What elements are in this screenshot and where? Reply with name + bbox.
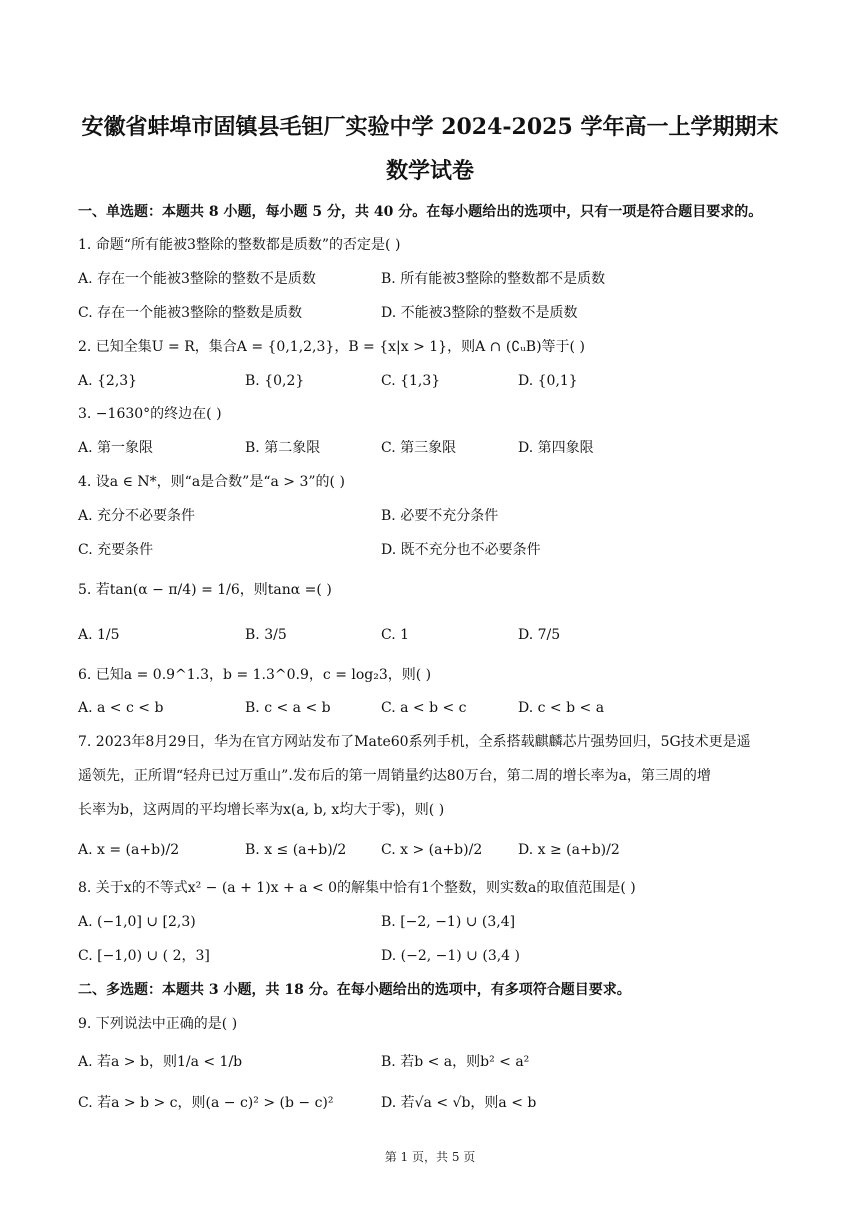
question-3-option-d: D. 第四象限: [518, 440, 594, 456]
question-2-option-a: A. {2,3}: [78, 373, 138, 389]
question-7-stem-line2: 遥领先，正所谓“轻舟已过万重山”.发布后的第一周销量约达80万台，第二周的增长率为a，第三周的增: [78, 768, 711, 784]
question-8-option-a: A. (−1,0] ∪ [2,3): [78, 914, 196, 930]
question-8-option-d: D. (−2, −1) ∪ (3,4 ): [381, 948, 520, 964]
question-4-option-d: D. 既不充分也不必要条件: [381, 542, 541, 558]
question-1-option-c: C. 存在一个能被3整除的整数是质数: [78, 305, 303, 321]
question-6-option-c: C. a < b < c: [381, 700, 467, 716]
question-3-stem: 3. −1630°的终边在( ): [78, 406, 222, 422]
question-1-stem: 1. 命题“所有能被3整除的整数都是质数”的否定是( ): [78, 237, 401, 253]
question-8-option-b: B. [−2, −1) ∪ (3,4]: [381, 914, 516, 930]
question-8-option-c: C. [−1,0) ∪ ( 2，3]: [78, 948, 210, 964]
question-6-stem: 6. 已知a = 0.9^1.3，b = 1.3^0.9，c = log₂3，则( ): [78, 667, 432, 683]
question-7-option-d: D. x ≥ (a+b)/2: [518, 842, 620, 858]
question-3-option-b: B. 第二象限: [245, 440, 321, 456]
question-3-option-a: A. 第一象限: [78, 440, 154, 456]
question-7-option-a: A. x = (a+b)/2: [78, 842, 180, 858]
question-4-stem: 4. 设a ∈ N*，则“a是合数”是“a > 3”的( ): [78, 474, 345, 490]
page-footer: 第 1 页，共 5 页: [384, 1150, 476, 1164]
question-8-stem: 8. 关于x的不等式x² − (a + 1)x + a < 0的解集中恰有1个整数，则实数a的取值范围是( ): [78, 880, 636, 896]
question-9-option-b: B. 若b < a，则b² < a²: [381, 1054, 530, 1070]
section-single-choice-heading: 一、单选题：本题共 8 小题，每小题 5 分，共 40 分。在每小题给出的选项中，只有一项是符合题目要求的。: [78, 204, 763, 220]
page-title-line1: 安徽省蚌埠市固镇县毛钽厂实验中学 2024-2025 学年高一上学期期末: [81, 114, 779, 140]
question-1-option-b: B. 所有能被3整除的整数都不是质数: [381, 271, 606, 287]
question-5-option-c: C. 1: [381, 627, 410, 643]
page-title-line2: 数学试卷: [385, 158, 474, 184]
question-2-option-d: D. {0,1}: [518, 373, 578, 389]
question-2-stem: 2. 已知全集U = R，集合A = {0,1,2,3}，B = {x|x > 1}，则A ∩ (∁ᵤB)等于( ): [78, 339, 585, 355]
question-4-option-b: B. 必要不充分条件: [381, 508, 499, 524]
section-multiple-choice-heading: 二、多选题：本题共 3 小题，共 18 分。在每小题给出的选项中，有多项符合题目要求。: [78, 982, 631, 998]
question-7-stem-line1: 7. 2023年8月29日，华为在官方网站发布了Mate60系列手机，全系搭载麒麟芯片强势回归，5G技术更是遥: [78, 734, 751, 750]
question-5-option-a: A. 1/5: [78, 627, 120, 643]
question-5-option-b: B. 3/5: [245, 627, 287, 643]
question-2-option-b: B. {0,2}: [245, 373, 305, 389]
question-9-option-c: C. 若a > b > c，则(a − c)² > (b − c)²: [78, 1095, 334, 1111]
question-9-option-d: D. 若√a < √b，则a < b: [381, 1095, 537, 1111]
question-1-option-a: A. 存在一个能被3整除的整数不是质数: [78, 271, 316, 287]
question-6-option-b: B. c < a < b: [245, 700, 331, 716]
question-9-stem: 9. 下列说法中正确的是( ): [78, 1016, 238, 1032]
question-5-stem: 5. 若tan(α − π/4) = 1/6，则tanα =( ): [78, 582, 332, 598]
question-2-option-c: C. {1,3}: [381, 373, 441, 389]
question-6-option-a: A. a < c < b: [78, 700, 164, 716]
question-9-option-a: A. 若a > b，则1/a < 1/b: [78, 1054, 243, 1070]
question-3-option-c: C. 第三象限: [381, 440, 457, 456]
question-7-option-b: B. x ≤ (a+b)/2: [245, 842, 347, 858]
question-1-option-d: D. 不能被3整除的整数不是质数: [381, 305, 578, 321]
question-7-stem-line3: 长率为b，这两周的平均增长率为x(a, b, x均大于零)，则( ): [78, 802, 445, 818]
question-4-option-a: A. 充分不必要条件: [78, 508, 196, 524]
question-4-option-c: C. 充要条件: [78, 542, 154, 558]
question-6-option-d: D. c < b < a: [518, 700, 605, 716]
question-7-option-c: C. x > (a+b)/2: [381, 842, 483, 858]
question-5-option-d: D. 7/5: [518, 627, 561, 643]
